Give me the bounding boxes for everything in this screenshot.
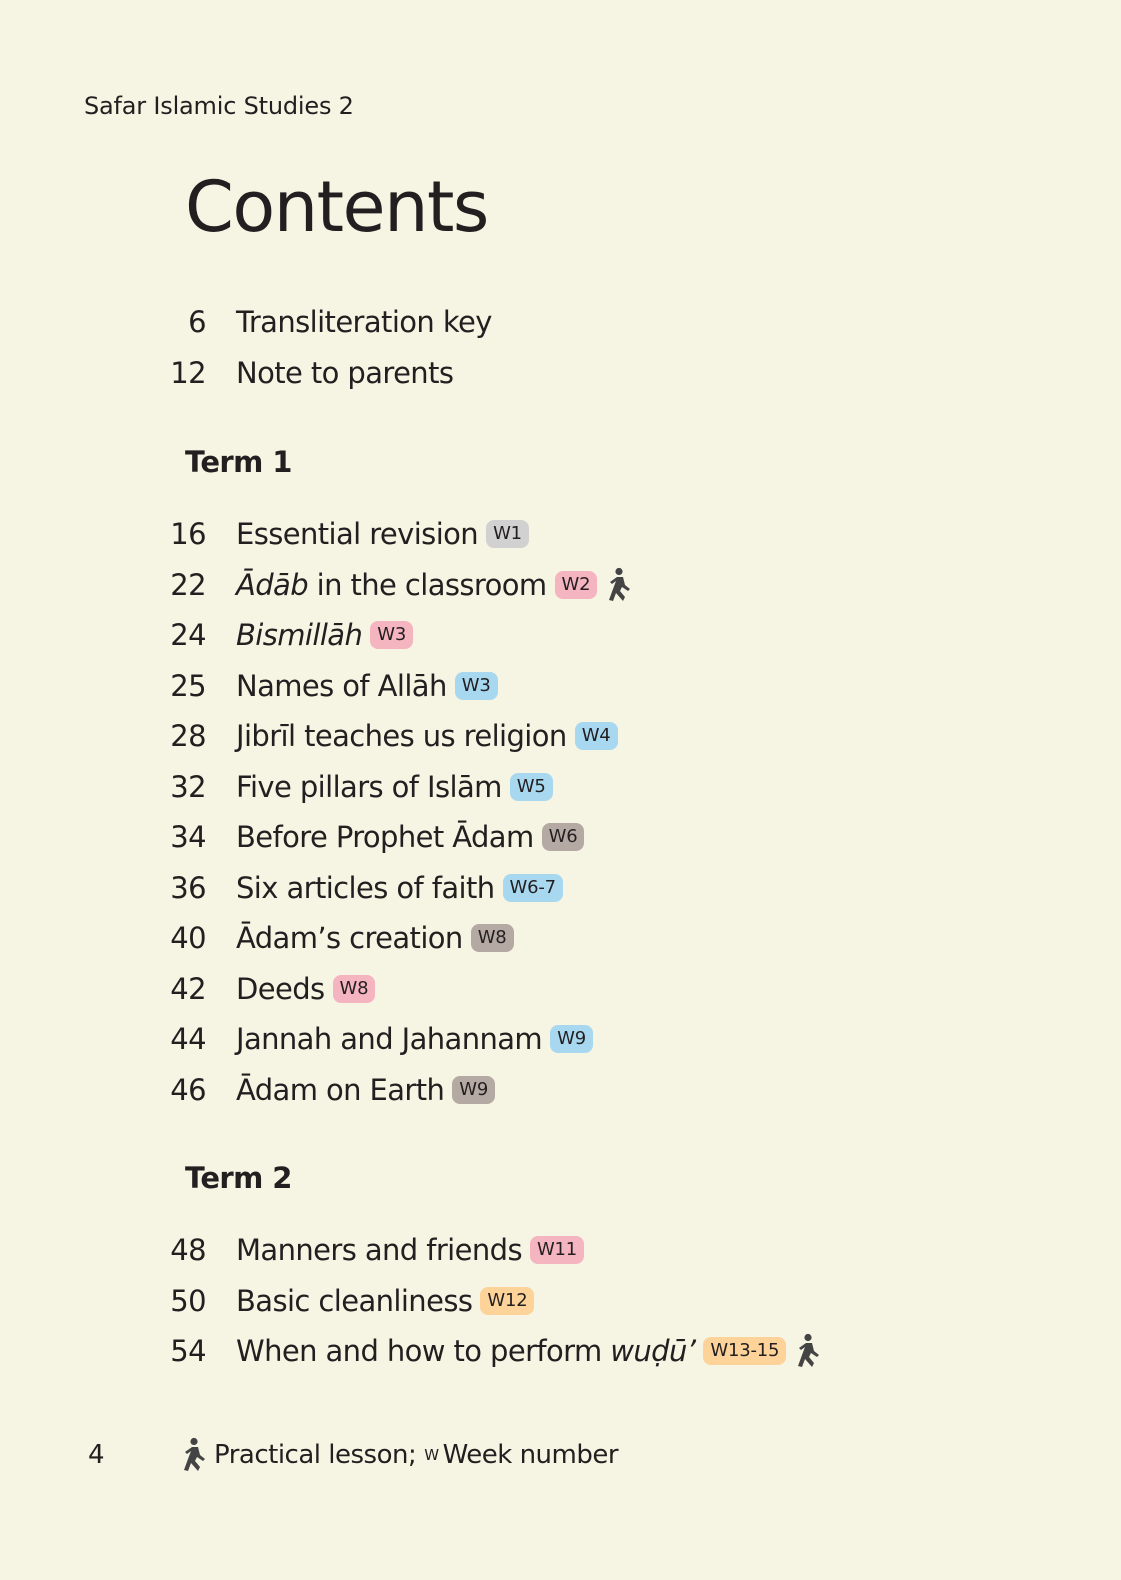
term-heading: Term 2 [185,1161,292,1195]
legend-week-symbol: W [424,1446,439,1464]
week-badge: W4 [575,722,618,750]
toc-title-text: Jannah and Jahannam [236,1022,543,1056]
toc-page-number: 48 [170,1233,206,1267]
running-person-icon [796,1333,824,1369]
week-badge: W3 [455,672,498,700]
legend-practical-text: Practical lesson; [214,1440,417,1470]
toc-page-number: 6 [188,305,206,339]
toc-title-text: Before Prophet Ādam [236,820,534,854]
toc-title-text: Ādam’s creation [236,921,463,955]
running-person-icon [182,1437,210,1473]
week-badge: W12 [480,1287,534,1315]
toc-entry[interactable] [0,514,529,554]
toc-entry-title [236,770,502,804]
week-badge: W9 [452,1076,495,1104]
book-title: Safar Islamic Studies 2 [84,92,354,120]
toc-entry[interactable] [0,767,553,807]
toc-entry[interactable] [0,565,635,605]
toc-page-number: 32 [170,769,206,804]
toc-title-text: Transliteration key [236,305,492,339]
toc-page-number: 42 [170,971,206,1006]
toc-entry-title [236,568,547,602]
toc-entry[interactable] [0,353,453,393]
toc-title-text: Five pillars of Islām [236,769,502,804]
toc-title-text: Deeds [236,971,325,1006]
toc-page-number: 24 [170,618,206,652]
toc-entry-title [236,921,463,955]
practical-lesson-marker [597,567,635,603]
toc-title-italic: Bismillāh [236,618,363,652]
toc-entry-title [236,820,534,854]
toc-title-text: Ādam on Earth [236,1072,445,1107]
practical-lesson-marker [786,1333,824,1369]
toc-page-number: 12 [170,355,206,390]
toc-entry[interactable] [0,1230,584,1270]
toc-entry-title [236,517,478,551]
toc-entry[interactable] [0,868,563,908]
toc-title-text: Note to parents [236,355,454,390]
toc-entry[interactable] [0,1281,534,1321]
toc-page-number: 46 [170,1072,206,1107]
toc-title-text: Jibrīl teaches us religion [236,719,567,753]
week-badge: W6-7 [503,874,563,902]
week-badge: W6 [542,823,585,851]
week-badge: W1 [486,520,529,548]
legend-week-text: Week number [442,1440,619,1470]
week-badge: W8 [333,975,376,1003]
week-badge: W3 [370,621,413,649]
legend [182,1435,618,1475]
toc-entry-title [236,972,325,1006]
week-badge: W9 [550,1025,593,1053]
toc-entry[interactable] [0,969,375,1009]
week-badge: W11 [530,1236,584,1264]
toc-page-number: 40 [170,921,206,955]
toc-entry[interactable] [0,302,492,342]
toc-title-italic: Ādāb [236,567,309,602]
week-badge: W2 [555,571,598,599]
toc-page-number: 16 [170,517,206,551]
toc-title-italic: wuḍū’ [610,1334,696,1368]
week-badge: W5 [510,773,553,801]
toc-entry-title [236,1284,472,1318]
toc-entry-title [236,305,492,339]
toc-entry-title [236,1073,444,1107]
toc-entry-title [236,1233,522,1267]
toc-entry-title [236,1022,542,1056]
toc-entry[interactable] [0,716,618,756]
toc-entry[interactable] [0,1019,593,1059]
toc-entry[interactable] [0,817,584,857]
toc-entry[interactable] [0,666,498,706]
toc-page-number: 22 [170,567,206,602]
toc-entry-title [236,719,567,753]
week-badge: W8 [471,924,514,952]
toc-title-text: Manners and friends [236,1233,522,1267]
toc-title-text: Six articles of faith [236,870,495,905]
toc-page-number: 36 [170,870,206,905]
toc-page-number: 44 [170,1022,206,1056]
toc-title-text: Names of Allāh [236,668,447,703]
toc-title-text: Essential revision [236,517,479,551]
toc-page-number: 54 [170,1334,206,1368]
toc-title-text: Basic cleanliness [236,1283,473,1318]
toc-entry-title [236,669,447,703]
toc-title-text: in the classroom [308,567,547,602]
toc-entry-title [236,356,453,390]
page-title: Contents [185,166,488,248]
term-heading: Term 1 [185,445,292,479]
toc-entry[interactable] [0,1331,824,1371]
toc-page-number: 50 [170,1283,206,1318]
toc-entry-title [236,871,495,905]
toc-entry[interactable] [0,1070,495,1110]
toc-entry-title [236,1334,695,1368]
toc-title-text: When and how to perform [236,1334,611,1368]
toc-entry[interactable] [0,918,514,958]
week-badge: W13-15 [703,1337,786,1365]
page-number: 4 [88,1440,105,1470]
toc-page-number: 25 [170,668,206,703]
toc-entry[interactable] [0,615,413,655]
toc-page-number: 34 [170,820,206,854]
toc-page-number: 28 [170,719,206,753]
running-person-icon [607,567,635,603]
toc-entry-title [236,618,362,652]
